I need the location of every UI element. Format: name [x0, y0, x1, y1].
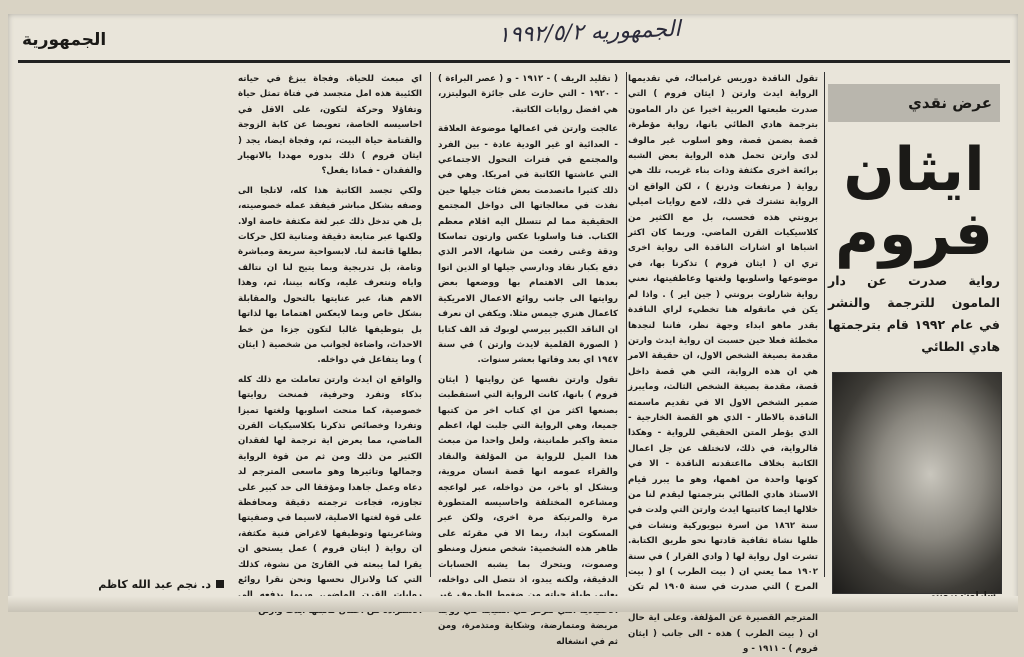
newspaper-name: الجمهورية: [22, 30, 107, 50]
paragraph: والواقع ان ايدث وارتن تعاملت مع ذلك كله بذكاء وتفرد وحرفية، فمنحت روايتها خصوصية، كما منحت اسلوبها ولغتها تميزا وتفردا وخصائص تذكرنا بكلاسيكيات القرن الماضي، مما يعرض اية ترجمة لها لفقدان الكثير من ذلك ومن ثم من قوة الرواية وجمالها وتاثيرها وهو ماسعى المترجم لد دعاه وعمل جاهدا ومؤفقا الى حد كبير على تجاوزه، فجاءت ترجمته دقيقة ومحافظة على قوة لغتها الاصلية، لاسيما في وصفيتها وشاعريتها وتوظيفها لاغراض فنية مكثفة، ان رواية ( ايثان فروم ) عمل يستحق ان يقرا لما يبعثه في القارئ من نشوة، كذلك التي كنا ولانزال نحسها ونحن نقرا روائع: [238, 374, 422, 585]
column-divider: [824, 72, 825, 577]
article-column-1: [628, 72, 818, 655]
author-byline: [22, 578, 224, 591]
column-divider: [626, 72, 627, 577]
article-column-2: [438, 72, 619, 647]
paragraph: عالجت وارتن في اعمالها موضوعة العلاقة - العدائية او غير الودية عادة - بين الفرد والمجتمع في فترات التحول الاجتماعي التي عاشتها الكاتبة في امريكا. وهي في ذلك كثيرا ماتصدمت بعض فئات جيلها حين نفذت في معالجاتها الى دواخل المجتمع الحقيقية مما لم تتسلل اليه اقلام معظم الكتاب. فنا واسلوبا عكس وارتون تماسكا ودقة وغنى رفعت من شانها، الامر الذي دفع بكبار نقاد ودارسي جيلها او الذين اتوا بعدها الى الاهتمام بها ووضعها بعض روايتها الى جانب روائع الاعمال الامريكية كاعمال هنري جيمس مثلا. ويكفي ان نعرف ان الناقد الكبير بيرسي لوبوك قد الف كتابا ( الصورة القلمية لايدث وارتن ) في سنة ١٩٤٧ اي بعد وفاتها بعشر سنوات.: [438, 124, 618, 366]
paragraph: تقول الناقدة دوريس غرامباك، في تقديمها الرواية ايدث وارتن ( ايثان فروم ) التي صدرت طبعتها العربية اخيرا عن دار المامون بترجمة هادي الطائي بانها، رواية مؤطرة، قصة بضمن قصة، وهو اسلوب غير مالوف لدى وارتن تحمل هذه الرواية بعض الشبه برائعة اخرى مكثفة وذات بناء غريب، تلك هي رواية ( مرتفعات وذرنغ ) ، لكن الواقع ان الرواية تشترك في ذلك، لامع روايات اميلي برونتي هذه فحسب، بل مع الكثير من كلاسيكيات القرن الماضي. وربما كان اكثر اشباها او اشارات الناقدة الى رواية اخرى تري ان ( ايثان فروم ) تذكرنا بها، في موضوعها واسلوبها ولغتها وعاطفيتها، نعني رواية شارلوت برونتي ( جين اير ) . واذا لم يكن في ماتقوله هنا تخطيء لراي الناقدة بقدر ماهو ابداء وجهة نظر، فاننا لنجدها مخطئة فعلا حين حسبت ان رواية ايدث وارتن مقدمة بصيغة الشخص الاول، ان حقيقة الامر هي ان هذه الرواية، التي هي قصة داخل قصة، مقدمة بصيغة الشخص الثالث، ومايبرز ضمير الشخص الاول الا في تقديم ماسمته الناقدة بالاطار - الذي هو القصة الخارجية - الذي يؤطر المتن الحقيقي للرواية - وهكذا فالرواية، في ذلك، لاتختلف عن جل اعمال الكاتبة بخلاف مااعتقدته الناقدة - الا في كونها واحدة من اهمها، وهو ما يبرر قيام الاستاذ هادي الطائي بترجمتها ليقدم لنا من خلالها ايضا كاتبتها ايدث وارتن التي ولدت في سنة ١٨٦٢ من اسرة نيويوركية ونشات في ظلها نشاة ثقافية قادتها نحو طريق الكتابة. تشرت اول رواية لها ( وادي القرار ) في سنة ١٩٠٢ مما يعني ان ( بيت الطرب ) او ( بيت المرح ) التي صدرت في سنة ١٩٠٥ لم تكن المترجم القصيرة عن المؤلفة. وعلى اية حال ان ( بيت الطرب ) هذه - الى جانب ( ايثان فروم ) - ١٩١١ - و: [628, 74, 818, 655]
header-rule: [18, 60, 1010, 63]
page-bottom-edge: [8, 596, 1018, 612]
section-kicker: عرض نقدي: [828, 84, 1000, 122]
paragraph: تقول وارتن نفسها عن روايتها ( ايثان فروم ) بانها، كانت الرواية التي استقطبت بصنعها اكثر من اي كتاب اخر من كتبها جميعا، وهي الرواية التي جلبت لها، اعظم متعة واكبر طمانينة، ولعل واحدا من مبعث هذا الميل للرواية من المؤلفة والنقاد والقراء عمومه انها قصة انسان مروية، وبشكل او باخر، من دواخله، عبر لواعجه ومشاعره المختلفة واحاسيسه المتطورة مرة والمرتبكة مرة اخرى، ولكن عبر المسكوت ابدا، ربما الا في مقرئه على ظاهر هذه الشخصية: شخص منعزل ومنطو وصموت، ويتحرك بما يشبه الحسابات الدقيقة، ولكنه يبدو، اذ نتصل الى دواخله، مريضة ومتمارضة، وشكاية ومتذمرة، ومن ثم في انشغاله: [438, 374, 618, 647]
article-title: ايثان فروم: [835, 135, 993, 269]
paragraph: ( تقليد الريف ) - ١٩١٢ - و ( عصر البراءة ) - ١٩٢٠ - التي حازت على جائزة البوليتزر، هي افضل روايات الكاتبة.: [438, 74, 619, 115]
masthead: [18, 16, 1008, 58]
paragraph: ولكي تجسد الكاتبة هذا كله، لاتلجا الى وصفه بشكل مباشر فيفقد عمله خصوصيته، بل هي تدخل ذلك عبر لغة مكثفة خاصة اولا. ولكنها عبر متابعة دقيقة ومتانية لكل حركات بطلها قاتمة لنا. لابسواحية سريعة ومباشرة وتامة، بل تدريجية وبما يتيح لنا ان نتالف واياه ونتعرف عليه، وكانه بيننا، ثم، وهذا الاهم هنا، عبر عنايتها بالتحول والمقابلة بشكل خاص وبما لايعكس اهتماما بها لذاتها بل بتوظيفها غالبا لتكون جزءا من خط الاحداث، واضاءة لجوانب من شخصية ( ايثان ) وما يتفاعل في دواخله.: [238, 185, 422, 366]
author-name: د. نجم عبد الله كاظم: [98, 578, 211, 591]
article-sidebar: [828, 72, 1012, 597]
article-column-3: [238, 72, 422, 585]
article-intro: رواية صدرت عن دار المامون للترجمة والنشر في عام ١٩٩٢ قام بترجمتها هادي الطائي: [828, 273, 1000, 354]
paragraph: اي مبعث للحياة. وفجاة يبزغ في حياته الكئيبة هذه امل متجسد في فتاة تمثل حياة وتفاؤلا وحركة لتكون، على الاقل في احاسيسه الخاصة، تعويضا عن كابة الزوجة والقتامة حياة البيت، ثم، وفجاة ايضا، يجد ( ايثان فروم ) ذلك بدوره مهددا بالانهيار والفقدان - فماذا يفعل؟: [238, 74, 422, 177]
author-portrait-photo: [832, 372, 1002, 594]
byline-square-icon: [216, 580, 224, 588]
handwritten-date: الجمهوريه ١٩٩٢/٥/٢: [497, 16, 681, 49]
column-divider: [430, 72, 431, 577]
